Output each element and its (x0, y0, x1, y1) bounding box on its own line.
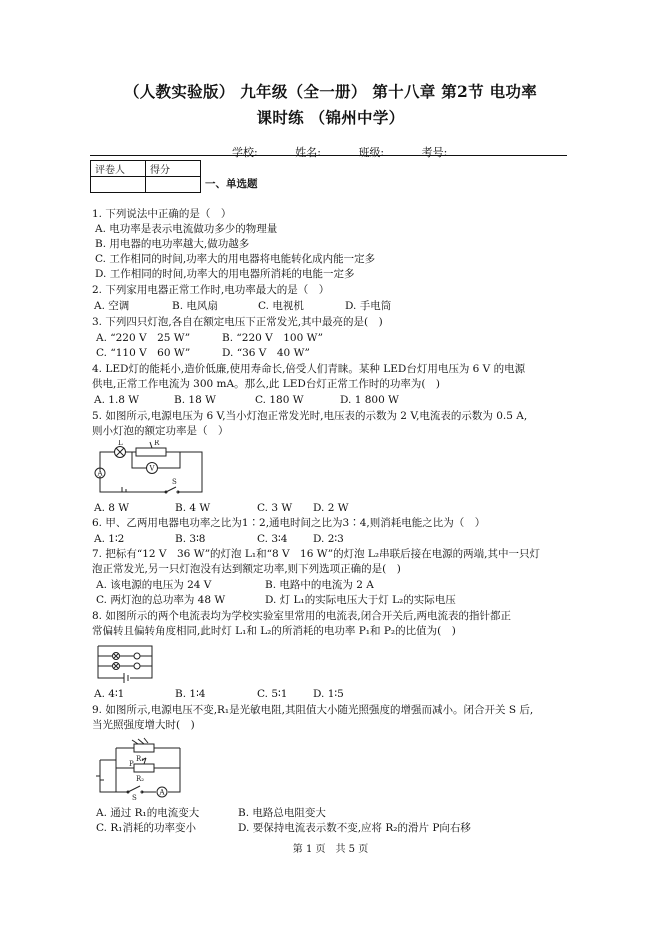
grader-header: 评卷人 (91, 161, 146, 177)
q3-option-c[interactable]: C. “110 V 60 W” (96, 347, 191, 359)
q9-option-b[interactable]: B. 电路总电阻变大 (238, 807, 326, 819)
label-a: A (97, 469, 103, 478)
label-r: R (154, 440, 160, 447)
q7-option-c[interactable]: C. 两灯泡的总功率为 48 W (96, 594, 226, 606)
q9-circuit-diagram (96, 736, 196, 802)
label-r1: R₁ (136, 755, 145, 763)
ammeter-2-icon (134, 663, 140, 669)
q2-option-d[interactable]: D. 手电筒 (345, 300, 392, 312)
label-r2: R₂ (136, 775, 145, 783)
name-label: 姓名: (295, 146, 321, 159)
q1-option-d[interactable]: D. 工作相同的时间,功率大的用电器所消耗的电能一定多 (95, 268, 355, 280)
q8-stem-line2: 常偏转且偏转角度相同,此时灯 L₁和 L₂的所消耗的电功率 P₁和 P₂的比值为( ) (92, 625, 456, 637)
document-title: （人教实验版） 九年级（全一册） 第十八章 第2节 电功率 (123, 82, 538, 101)
q9-stem-line2: 当光照强度增大时( ) (92, 719, 195, 731)
q4-stem-line2: 供电,正常工作电流为 300 mA。那么,此 LED台灯正常工作时的功率为( ) (92, 378, 441, 390)
q9-option-c[interactable]: C. R₁消耗的功率变小 (96, 822, 196, 834)
label-s: S (132, 794, 137, 802)
q8-option-d[interactable]: D. 1∶5 (313, 688, 344, 700)
q4-option-c[interactable]: C. 180 W (255, 394, 304, 406)
q7-option-a[interactable]: A. 该电源的电压为 24 V (96, 579, 212, 591)
class-label: 班级: (358, 146, 385, 159)
q7-option-d[interactable]: D. 灯 L₁的实际电压大于灯 L₂的实际电压 (265, 594, 456, 606)
label-l: L (118, 440, 123, 447)
q2-option-a[interactable]: A. 空调 (94, 300, 130, 312)
q3-option-d[interactable]: D. “36 V 40 W” (222, 347, 310, 359)
q4-stem-line1: 4. LED灯的能耗小,造价低廉,使用寿命长,倍受人们青睐。某种 LED台灯用电压为 6 V 的电源 (92, 363, 526, 375)
score-header: 得分 (146, 161, 201, 177)
q7-option-b[interactable]: B. 电路中的电流为 2 A (265, 579, 374, 591)
q3-option-a[interactable]: A. “220 V 25 W” (96, 332, 191, 344)
q3-stem: 3. 下列四只灯泡,各自在额定电压下正常发光,其中最亮的是( ) (92, 316, 383, 328)
q2-option-c[interactable]: C. 电视机 (258, 300, 304, 312)
label-a: A (159, 788, 165, 797)
label-p: P (129, 760, 134, 768)
q8-option-c[interactable]: C. 5∶1 (257, 688, 288, 700)
q2-stem: 2. 下列家用电器正常工作时,电功率最大的是（ ） (92, 284, 330, 296)
q1-option-c[interactable]: C. 工作相同的时间,功率大的用电器将电能转化成内能一定多 (95, 253, 376, 265)
label-s: S (172, 478, 177, 486)
q1-option-a[interactable]: A. 电功率是表示电流做功多少的物理量 (95, 223, 278, 235)
q7-stem-line2: 泡正常发光,另一只灯泡没有达到额定功率,则下列选项正确的是( ) (92, 563, 401, 575)
q5-circuit-diagram (92, 440, 212, 498)
school-label: 学校: (232, 146, 258, 159)
q5-stem-line2: 则小灯泡的额定功率是（ ） (92, 425, 229, 437)
q5-option-b[interactable]: B. 4 W (175, 502, 211, 514)
q8-option-a[interactable]: A. 4∶1 (94, 688, 125, 700)
student-info-line (232, 144, 485, 160)
q6-stem: 6. 甲、乙两用电器电功率之比为1∶2,通电时间之比为3∶4,则消耗电能之比为（ ） (92, 517, 486, 529)
label-v: V (149, 464, 155, 473)
q8-circuit-diagram (94, 642, 156, 684)
grader-cell[interactable] (91, 177, 146, 193)
q9-option-a[interactable]: A. 通过 R₁的电流变大 (96, 807, 200, 819)
document-subtitle: 课时练 （锦州中学） (256, 108, 405, 127)
q2-option-b[interactable]: B. 电风扇 (172, 300, 218, 312)
q6-option-b[interactable]: B. 3∶8 (175, 533, 206, 545)
q8-stem-line1: 8. 如图所示的两个电流表均为学校实验室里常用的电流表,闭合开关后,两电流表的指针都正 (92, 610, 512, 622)
exam-number-label: 考号: (421, 146, 448, 159)
q3-option-b[interactable]: B. “220 V 100 W” (222, 332, 323, 344)
q4-option-b[interactable]: B. 18 W (174, 394, 216, 406)
page-footer: 第 1 页 共 5 页 (292, 844, 369, 855)
q9-stem-line1: 9. 如图所示,电源电压不变,R₁是光敏电阻,其阻值大小随光照强度的增强而减小。闭合开关 S 后, (92, 704, 534, 716)
rheostat-r2 (134, 764, 154, 772)
q1-stem: 1. 下列说法中正确的是（ ） (92, 208, 232, 220)
q4-option-a[interactable]: A. 1.8 W (94, 394, 140, 406)
q8-option-b[interactable]: B. 1∶4 (175, 688, 206, 700)
q5-stem-line1: 5. 如图所示,电源电压为 6 V,当小灯泡正常发光时,电压表的示数为 2 V,电流表的示数为 0.5 A, (92, 410, 528, 422)
q6-option-a[interactable]: A. 1∶2 (94, 533, 125, 545)
score-cell[interactable] (146, 177, 201, 193)
q5-option-d[interactable]: D. 2 W (313, 502, 349, 514)
section-title: 一、单选题 (205, 178, 258, 190)
q7-stem-line1: 7. 把标有“12 V 36 W”的灯泡 L₁和“8 V 16 W”的灯泡 L₂串联后接在电源的两端,其中一只灯 (92, 548, 540, 560)
q4-option-d[interactable]: D. 1 800 W (340, 394, 399, 406)
header-divider (90, 155, 567, 156)
q6-option-c[interactable]: C. 3∶4 (257, 533, 288, 545)
q6-option-d[interactable]: D. 2∶3 (313, 533, 344, 545)
q5-option-c[interactable]: C. 3 W (257, 502, 293, 514)
ammeter-1-icon (134, 653, 140, 659)
photoresistor-r1 (134, 744, 154, 752)
q1-option-b[interactable]: B. 用电器的电功率越大,做功越多 (95, 238, 250, 250)
q9-option-d[interactable]: D. 要保持电流表示数不变,应将 R₂的滑片 P向右移 (238, 822, 471, 834)
q5-option-a[interactable]: A. 8 W (94, 502, 130, 514)
score-table (90, 160, 201, 193)
